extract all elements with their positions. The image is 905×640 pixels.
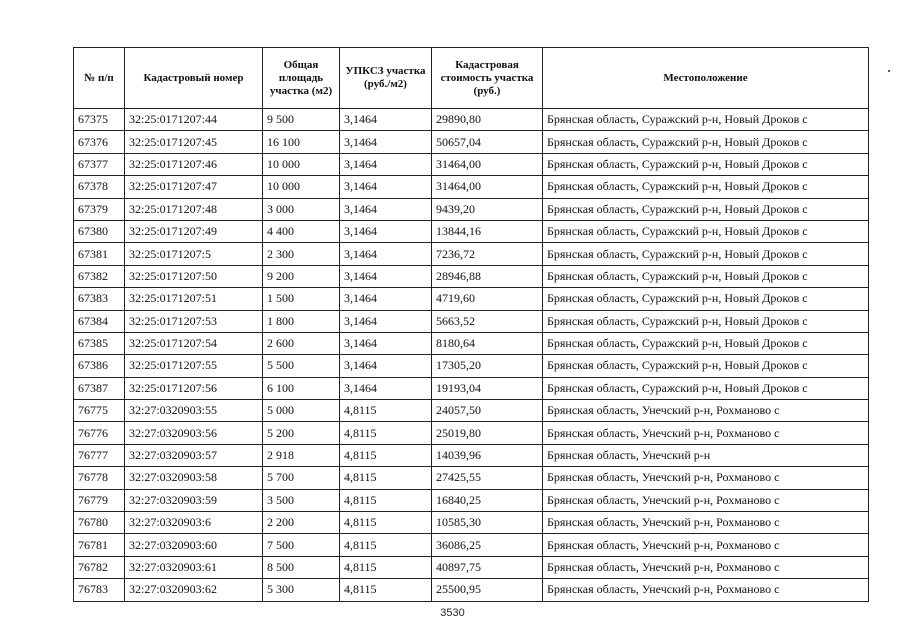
table-row <box>74 489 869 511</box>
cell-location: Брянская область, Унечский р-н <box>543 444 869 466</box>
cell-cadastral-value: 17305,20 <box>432 355 543 377</box>
cell-area: 1 500 <box>263 288 340 310</box>
cell-upksz: 4,8115 <box>340 400 432 422</box>
cell-upksz: 4,8115 <box>340 489 432 511</box>
cell-cadastral-value: 28946,88 <box>432 265 543 287</box>
scan-artifact-dot <box>888 70 890 72</box>
cell-cadastral-value: 50657,04 <box>432 131 543 153</box>
cell-location: Брянская область, Унечский р-н, Рохманово с <box>543 556 869 578</box>
cell-cadastral-number: 32:25:0171207:45 <box>125 131 263 153</box>
cell-upksz: 3,1464 <box>340 377 432 399</box>
cell-cadastral-number: 32:27:0320903:6 <box>125 512 263 534</box>
cell-location: Брянская область, Унечский р-н, Рохманово с <box>543 400 869 422</box>
cell-area: 2 918 <box>263 444 340 466</box>
cell-cadastral-value: 31464,00 <box>432 153 543 175</box>
table-row <box>74 534 869 556</box>
cell-cadastral-value: 24057,50 <box>432 400 543 422</box>
cell-area: 1 800 <box>263 310 340 332</box>
cell-upksz: 3,1464 <box>340 109 432 131</box>
cell-row-number: 76776 <box>74 422 125 444</box>
cell-row-number: 76779 <box>74 489 125 511</box>
cell-upksz: 3,1464 <box>340 243 432 265</box>
cell-cadastral-number: 32:25:0171207:5 <box>125 243 263 265</box>
cell-row-number: 67377 <box>74 153 125 175</box>
cell-location: Брянская область, Суражский р-н, Новый Дроков с <box>543 176 869 198</box>
table-row <box>74 512 869 534</box>
cell-cadastral-number: 32:25:0171207:50 <box>125 265 263 287</box>
table-row <box>74 579 869 601</box>
cell-location: Брянская область, Суражский р-н, Новый Дроков с <box>543 332 869 354</box>
cell-cadastral-number: 32:25:0171207:49 <box>125 220 263 242</box>
header-row-number: № п/п <box>74 48 125 109</box>
cell-upksz: 4,8115 <box>340 444 432 466</box>
cell-row-number: 67385 <box>74 332 125 354</box>
header-cadastral-number: Кадастровый номер <box>125 48 263 109</box>
cell-location: Брянская область, Унечский р-н, Рохманово с <box>543 579 869 601</box>
cell-cadastral-value: 4719,60 <box>432 288 543 310</box>
cell-upksz: 3,1464 <box>340 265 432 287</box>
cell-area: 9 200 <box>263 265 340 287</box>
cell-row-number: 67386 <box>74 355 125 377</box>
cell-row-number: 76778 <box>74 467 125 489</box>
cell-location: Брянская область, Унечский р-н, Рохманово с <box>543 512 869 534</box>
cell-area: 16 100 <box>263 131 340 153</box>
cell-cadastral-number: 32:27:0320903:59 <box>125 489 263 511</box>
cell-location: Брянская область, Унечский р-н, Рохманово с <box>543 422 869 444</box>
cell-cadastral-value: 19193,04 <box>432 377 543 399</box>
table-row <box>74 467 869 489</box>
cell-upksz: 3,1464 <box>340 131 432 153</box>
cell-cadastral-value: 10585,30 <box>432 512 543 534</box>
cell-row-number: 76782 <box>74 556 125 578</box>
cell-upksz: 4,8115 <box>340 467 432 489</box>
table-header-row <box>74 48 869 109</box>
cell-area: 10 000 <box>263 153 340 175</box>
cell-location: Брянская область, Суражский р-н, Новый Дроков с <box>543 243 869 265</box>
cell-area: 2 600 <box>263 332 340 354</box>
cell-row-number: 67375 <box>74 109 125 131</box>
table-row <box>74 243 869 265</box>
cell-cadastral-number: 32:25:0171207:46 <box>125 153 263 175</box>
cell-location: Брянская область, Суражский р-н, Новый Дроков с <box>543 198 869 220</box>
cell-cadastral-number: 32:25:0171207:56 <box>125 377 263 399</box>
cell-area: 6 100 <box>263 377 340 399</box>
cell-location: Брянская область, Суражский р-н, Новый Дроков с <box>543 310 869 332</box>
cell-area: 5 500 <box>263 355 340 377</box>
cell-cadastral-value: 5663,52 <box>432 310 543 332</box>
cell-row-number: 67383 <box>74 288 125 310</box>
cell-location: Брянская область, Суражский р-н, Новый Дроков с <box>543 131 869 153</box>
cell-row-number: 67387 <box>74 377 125 399</box>
cell-cadastral-number: 32:25:0171207:47 <box>125 176 263 198</box>
cell-cadastral-number: 32:27:0320903:55 <box>125 400 263 422</box>
table-row <box>74 332 869 354</box>
cell-row-number: 67379 <box>74 198 125 220</box>
cell-cadastral-value: 25500,95 <box>432 579 543 601</box>
cell-area: 4 400 <box>263 220 340 242</box>
cell-upksz: 4,8115 <box>340 534 432 556</box>
cell-upksz: 3,1464 <box>340 198 432 220</box>
cell-row-number: 67380 <box>74 220 125 242</box>
cell-upksz: 3,1464 <box>340 220 432 242</box>
cell-area: 5 700 <box>263 467 340 489</box>
cell-location: Брянская область, Суражский р-н, Новый Дроков с <box>543 355 869 377</box>
cell-row-number: 76780 <box>74 512 125 534</box>
header-location: Местоположение <box>543 48 869 109</box>
cell-area: 5 300 <box>263 579 340 601</box>
cell-cadastral-value: 31464,00 <box>432 176 543 198</box>
header-cadastral-value: Кадастровая стоимость участка (руб.) <box>432 48 543 109</box>
cell-row-number: 76775 <box>74 400 125 422</box>
table-row <box>74 288 869 310</box>
cell-location: Брянская область, Суражский р-н, Новый Дроков с <box>543 153 869 175</box>
table-row <box>74 198 869 220</box>
cell-upksz: 3,1464 <box>340 176 432 198</box>
cell-row-number: 67382 <box>74 265 125 287</box>
cell-upksz: 3,1464 <box>340 310 432 332</box>
cell-cadastral-number: 32:25:0171207:51 <box>125 288 263 310</box>
cell-row-number: 67381 <box>74 243 125 265</box>
cell-cadastral-number: 32:25:0171207:44 <box>125 109 263 131</box>
table-body <box>74 109 869 602</box>
cell-row-number: 67378 <box>74 176 125 198</box>
cell-area: 3 000 <box>263 198 340 220</box>
table-row <box>74 556 869 578</box>
page-number: 3530 <box>440 607 465 619</box>
cell-upksz: 4,8115 <box>340 512 432 534</box>
cell-cadastral-number: 32:25:0171207:54 <box>125 332 263 354</box>
cell-cadastral-number: 32:27:0320903:61 <box>125 556 263 578</box>
cell-cadastral-number: 32:25:0171207:53 <box>125 310 263 332</box>
cell-cadastral-value: 9439,20 <box>432 198 543 220</box>
cell-row-number: 76781 <box>74 534 125 556</box>
cell-cadastral-number: 32:27:0320903:57 <box>125 444 263 466</box>
cell-cadastral-value: 36086,25 <box>432 534 543 556</box>
cell-cadastral-value: 29890,80 <box>432 109 543 131</box>
cell-area: 10 000 <box>263 176 340 198</box>
cell-upksz: 3,1464 <box>340 355 432 377</box>
cell-upksz: 4,8115 <box>340 579 432 601</box>
cell-area: 9 500 <box>263 109 340 131</box>
cell-row-number: 76783 <box>74 579 125 601</box>
cell-area: 3 500 <box>263 489 340 511</box>
cell-cadastral-number: 32:27:0320903:58 <box>125 467 263 489</box>
cell-location: Брянская область, Унечский р-н, Рохманово с <box>543 489 869 511</box>
cell-area: 5 000 <box>263 400 340 422</box>
table-row <box>74 265 869 287</box>
cell-cadastral-value: 13844,16 <box>432 220 543 242</box>
cell-location: Брянская область, Унечский р-н, Рохманово с <box>543 534 869 556</box>
cell-area: 2 200 <box>263 512 340 534</box>
cell-row-number: 76777 <box>74 444 125 466</box>
cell-location: Брянская область, Унечский р-н, Рохманово с <box>543 467 869 489</box>
cell-cadastral-number: 32:27:0320903:56 <box>125 422 263 444</box>
table-row <box>74 377 869 399</box>
cell-cadastral-value: 16840,25 <box>432 489 543 511</box>
cell-area: 8 500 <box>263 556 340 578</box>
cell-upksz: 4,8115 <box>340 556 432 578</box>
cell-cadastral-value: 8180,64 <box>432 332 543 354</box>
cell-cadastral-value: 7236,72 <box>432 243 543 265</box>
cell-upksz: 3,1464 <box>340 153 432 175</box>
cell-row-number: 67384 <box>74 310 125 332</box>
cell-location: Брянская область, Суражский р-н, Новый Дроков с <box>543 109 869 131</box>
cell-upksz: 4,8115 <box>340 422 432 444</box>
cell-area: 7 500 <box>263 534 340 556</box>
header-area: Общая площадь участка (м2) <box>263 48 340 109</box>
cell-cadastral-number: 32:25:0171207:55 <box>125 355 263 377</box>
table-row <box>74 220 869 242</box>
cell-cadastral-number: 32:27:0320903:62 <box>125 579 263 601</box>
table-row <box>74 131 869 153</box>
cell-location: Брянская область, Суражский р-н, Новый Дроков с <box>543 377 869 399</box>
cell-upksz: 3,1464 <box>340 288 432 310</box>
table-row <box>74 153 869 175</box>
table-row <box>74 355 869 377</box>
table-row <box>74 310 869 332</box>
cell-row-number: 67376 <box>74 131 125 153</box>
header-upksz: УПКСЗ участка (руб./м2) <box>340 48 432 109</box>
cell-cadastral-number: 32:25:0171207:48 <box>125 198 263 220</box>
table-row <box>74 422 869 444</box>
table-row <box>74 400 869 422</box>
cell-cadastral-value: 25019,80 <box>432 422 543 444</box>
cell-location: Брянская область, Суражский р-н, Новый Дроков с <box>543 220 869 242</box>
cell-area: 5 200 <box>263 422 340 444</box>
table-row <box>74 444 869 466</box>
cadastral-table <box>73 47 869 602</box>
table-row <box>74 176 869 198</box>
cell-area: 2 300 <box>263 243 340 265</box>
cell-cadastral-value: 40897,75 <box>432 556 543 578</box>
table-row <box>74 109 869 131</box>
cell-cadastral-number: 32:27:0320903:60 <box>125 534 263 556</box>
cell-cadastral-value: 14039,96 <box>432 444 543 466</box>
cell-cadastral-value: 27425,55 <box>432 467 543 489</box>
cell-location: Брянская область, Суражский р-н, Новый Дроков с <box>543 288 869 310</box>
cell-location: Брянская область, Суражский р-н, Новый Дроков с <box>543 265 869 287</box>
cell-upksz: 3,1464 <box>340 332 432 354</box>
